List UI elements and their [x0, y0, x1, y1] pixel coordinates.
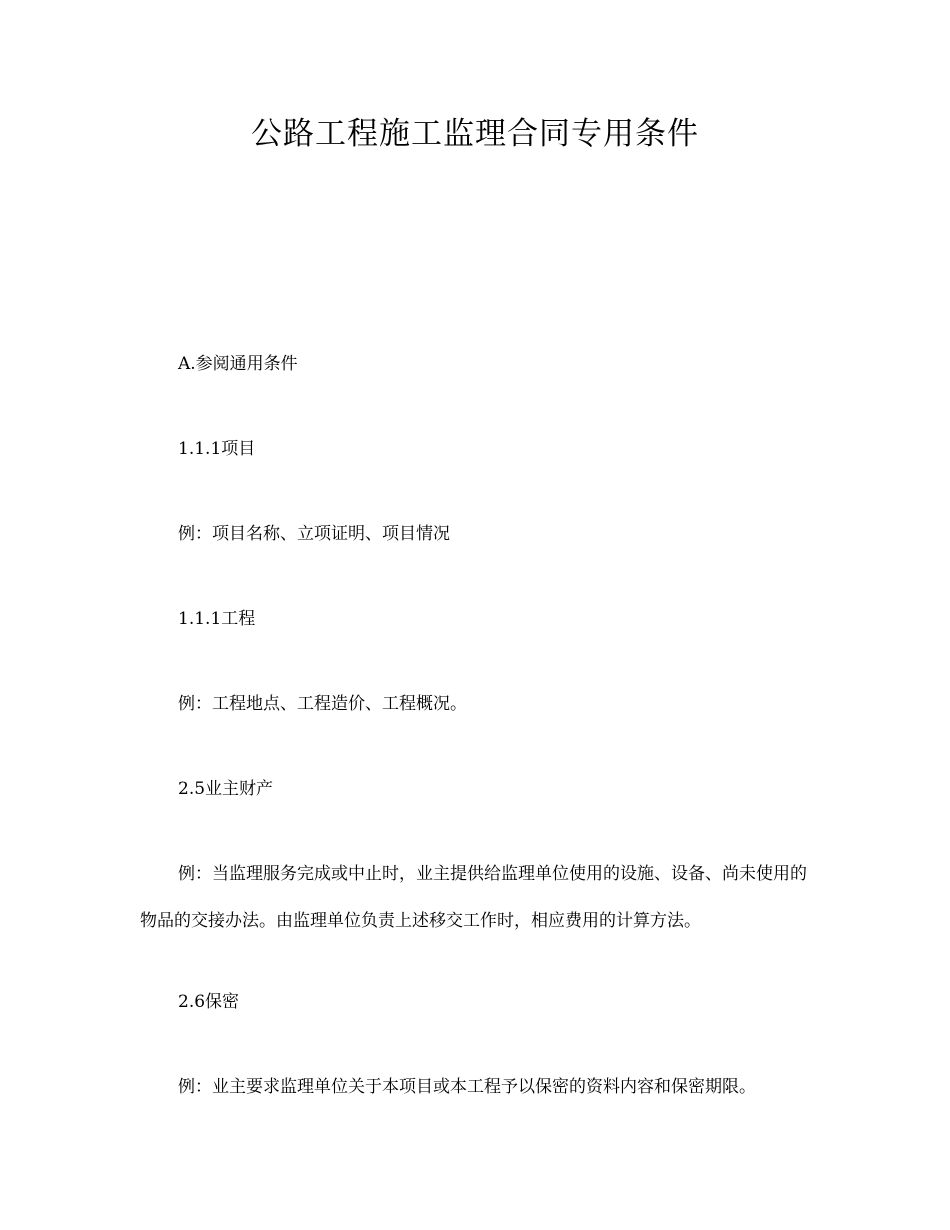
section-heading-general-conditions: A.参阅通用条件: [178, 354, 298, 374]
clause-example-works: 例：工程地点、工程造价、工程概况。: [178, 694, 467, 714]
document-title: 公路工程施工监理合同专用条件: [251, 116, 699, 152]
clause-heading-works: 1.1.1工程: [178, 609, 256, 629]
clause-heading-project: 1.1.1项目: [178, 439, 256, 459]
clause-example-confidentiality: 例：业主要求监理单位关于本项目或本工程予以保密的资料内容和保密期限。: [178, 1077, 756, 1097]
clause-heading-confidentiality: 2.6保密: [178, 992, 240, 1012]
clause-example-project: 例：项目名称、立项证明、项目情况: [178, 524, 450, 544]
clause-example-employer-property: 例：当监理服务完成或中止时，业主提供给监理单位使用的设施、设备、尚未使用的物品的交接办法。由监理单位负责上述移交工作时，相应费用的计算方法。: [140, 864, 807, 931]
clause-heading-employer-property: 2.5业主财产: [178, 779, 274, 799]
